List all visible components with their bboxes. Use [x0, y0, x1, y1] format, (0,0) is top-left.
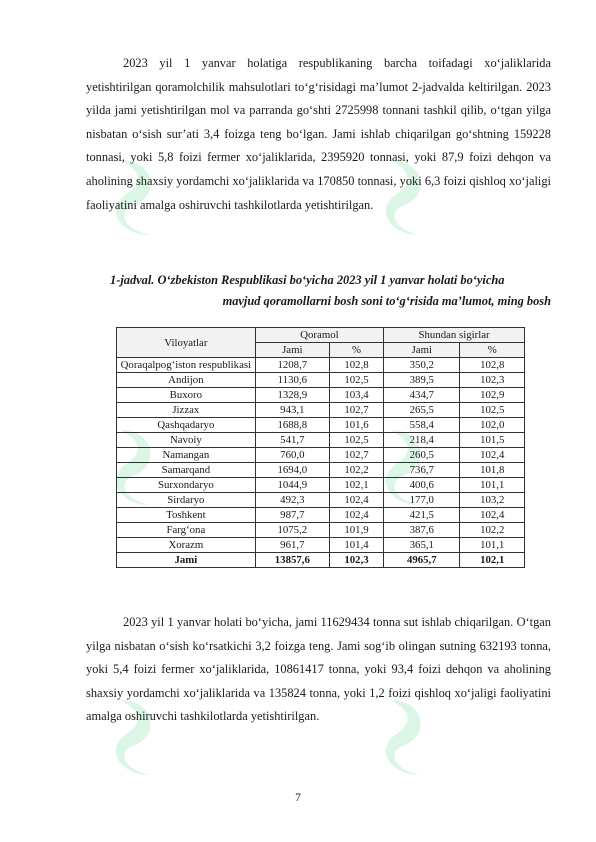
cattle-total-cell: 1688,8	[255, 418, 329, 433]
cattle-pct-cell: 103,4	[329, 388, 383, 403]
table-row	[117, 538, 525, 553]
header-cows-total: Jami	[384, 343, 460, 358]
cows-pct-cell: 102,2	[460, 523, 525, 538]
header-cows: Shundan sigirlar	[384, 328, 525, 343]
table-row	[117, 493, 525, 508]
cows-total-cell: 389,5	[384, 373, 460, 388]
page-number: 7	[295, 792, 301, 804]
cows-total-cell: 558,4	[384, 418, 460, 433]
cattle-total-cell: 1044,9	[255, 478, 329, 493]
region-cell: Namangan	[117, 448, 256, 463]
cattle-total-cell: 1075,2	[255, 523, 329, 538]
cattle-total-sum-cell: 13857,6	[255, 553, 329, 568]
cows-pct-cell: 101,1	[460, 478, 525, 493]
cattle-total-cell: 1130,6	[255, 373, 329, 388]
cows-pct-cell: 101,5	[460, 433, 525, 448]
cattle-pct-cell: 102,7	[329, 448, 383, 463]
body-paragraph-2: 2023 yil 1 yanvar holati bo‘yicha, jami 11629434 tonna sut ishlab chiqarilgan. O‘tgan yilga nisbatan o‘sish ko‘rsatkichi 3,2 foizga teng. Jami sog‘ib olingan sutning 632193 tonna, yoki 5,4 foizi fermer xo‘jaliklarida, 10861417 tonna, yoki 93,4 foizi dehqon va aholining shaxsiy yordamchi xo‘jaliklarida va 135824 tonna, yoki 1,2 foizi qishloq xo‘jaligi faoliyatini amalga oshiruvchi tashkilotlarda yetishtirilgan.	[86, 615, 551, 724]
cattle-total-cell: 961,7	[255, 538, 329, 553]
cattle-total-cell: 760,0	[255, 448, 329, 463]
table-row	[117, 463, 525, 478]
cows-total-sum-cell: 4965,7	[384, 553, 460, 568]
header-cows-percent: %	[460, 343, 525, 358]
region-cell: Surxondaryo	[117, 478, 256, 493]
table-row	[117, 508, 525, 523]
table-caption-line-1: 1-jadval. O‘zbekiston Respublikasi bo‘yicha 2023 yil 1 yanvar holati bo‘yicha	[110, 273, 505, 287]
cows-total-cell: 736,7	[384, 463, 460, 478]
cattle-pct-cell: 101,6	[329, 418, 383, 433]
cattle-total-cell: 541,7	[255, 433, 329, 448]
cattle-pct-cell: 102,2	[329, 463, 383, 478]
body-paragraph-1: 2023 yil 1 yanvar holatiga respublikaning barcha toifadagi xo‘jaliklarida yetishtirilgan qoramolchilik mahsulotlari to‘g‘risidagi ma’lumot 2-jadvalda keltirilgan. 2023 yilda jami yetishtirilgan mol va parranda go‘shti 2725998 tonnani tashkil qilib, o‘tgan yilga nisbatan o‘sish sur’ati 3,4 foizga teng bo‘lgan. Jami ishlab chiqarilgan go‘shtning 159228 tonnasi, yoki 5,8 foizi fermer xo‘jaliklarida, 2395920 tonnasi, yoki 87,9 foizi dehqon va aholining shaxsiy yordamchi xo‘jaliklarida va 170850 tonnasi, yoki 6,3 foizi qishloq xo‘jaligi faoliyatini amalga oshiruvchi tashkilotlarda yetishtirilgan.	[86, 56, 551, 212]
cows-total-cell: 434,7	[384, 388, 460, 403]
region-cell: Jizzax	[117, 403, 256, 418]
cows-total-cell: 265,5	[384, 403, 460, 418]
cows-pct-cell: 102,4	[460, 448, 525, 463]
table-row	[117, 388, 525, 403]
cattle-total-cell: 1694,0	[255, 463, 329, 478]
cows-pct-sum-cell: 102,1	[460, 553, 525, 568]
cattle-pct-cell: 102,4	[329, 493, 383, 508]
cattle-total-cell: 943,1	[255, 403, 329, 418]
region-cell: Toshkent	[117, 508, 256, 523]
region-cell: Xorazm	[117, 538, 256, 553]
cows-pct-cell: 102,5	[460, 403, 525, 418]
cows-total-cell: 387,6	[384, 523, 460, 538]
cows-pct-cell: 102,3	[460, 373, 525, 388]
cattle-total-cell: 987,7	[255, 508, 329, 523]
table-caption-line-2: mavjud qoramollarni bosh soni to‘g‘risida ma’lumot, ming bosh	[222, 294, 551, 308]
total-label-cell: Jami	[117, 553, 256, 568]
cattle-pct-cell: 102,8	[329, 358, 383, 373]
cattle-pct-cell: 101,4	[329, 538, 383, 553]
cattle-pct-sum-cell: 102,3	[329, 553, 383, 568]
header-cattle-total: Jami	[255, 343, 329, 358]
cows-total-cell: 177,0	[384, 493, 460, 508]
region-cell: Navoiy	[117, 433, 256, 448]
cows-total-cell: 218,4	[384, 433, 460, 448]
cattle-table	[116, 327, 525, 568]
region-cell: Qashqadaryo	[117, 418, 256, 433]
table-row	[117, 358, 525, 373]
cows-pct-cell: 102,9	[460, 388, 525, 403]
cows-pct-cell: 102,4	[460, 508, 525, 523]
cows-pct-cell: 102,8	[460, 358, 525, 373]
header-cattle-percent: %	[329, 343, 383, 358]
table-row	[117, 523, 525, 538]
cows-total-cell: 400,6	[384, 478, 460, 493]
cows-pct-cell: 103,2	[460, 493, 525, 508]
table-row	[117, 418, 525, 433]
table-total-row	[117, 553, 525, 568]
cows-pct-cell: 102,0	[460, 418, 525, 433]
cows-pct-cell: 101,1	[460, 538, 525, 553]
cattle-pct-cell: 102,5	[329, 433, 383, 448]
table-row	[117, 478, 525, 493]
region-cell: Qoraqalpog‘iston respublikasi	[117, 358, 256, 373]
cows-pct-cell: 101,8	[460, 463, 525, 478]
cows-total-cell: 365,1	[384, 538, 460, 553]
cattle-pct-cell: 102,7	[329, 403, 383, 418]
cattle-total-cell: 492,3	[255, 493, 329, 508]
table-caption	[86, 270, 551, 312]
cows-total-cell: 350,2	[384, 358, 460, 373]
table-row	[117, 403, 525, 418]
region-cell: Buxoro	[117, 388, 256, 403]
table-row	[117, 448, 525, 463]
region-cell: Samarqand	[117, 463, 256, 478]
header-cattle: Qoramol	[255, 328, 383, 343]
cows-total-cell: 260,5	[384, 448, 460, 463]
cattle-pct-cell: 102,5	[329, 373, 383, 388]
table-row	[117, 373, 525, 388]
region-cell: Farg‘ona	[117, 523, 256, 538]
header-region: Viloyatlar	[117, 328, 256, 358]
cattle-total-cell: 1328,9	[255, 388, 329, 403]
cattle-pct-cell: 102,4	[329, 508, 383, 523]
region-cell: Andijon	[117, 373, 256, 388]
cattle-pct-cell: 101,9	[329, 523, 383, 538]
region-cell: Sirdaryo	[117, 493, 256, 508]
cattle-pct-cell: 102,1	[329, 478, 383, 493]
cows-total-cell: 421,5	[384, 508, 460, 523]
cattle-total-cell: 1208,7	[255, 358, 329, 373]
table-row	[117, 433, 525, 448]
